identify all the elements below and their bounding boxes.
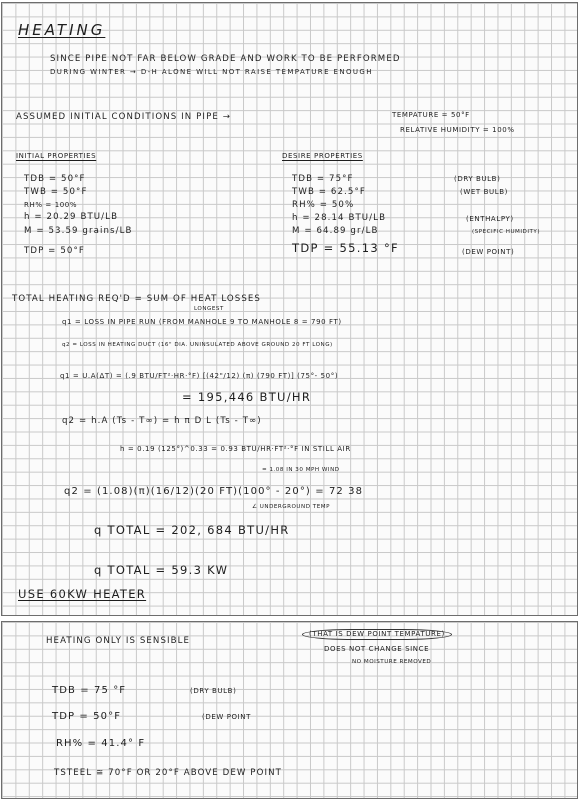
q-total-kw: q TOTAL = 59.3 KW [94, 563, 229, 577]
note-enthalpy: (ENTHALPY) [466, 215, 514, 223]
assumed-humidity: RELATIVE HUMIDITY = 100% [400, 126, 515, 134]
assumed-conditions-label: ASSUMED INITIAL CONDITIONS IN PIPE → [16, 112, 232, 122]
initial-enthalpy: h = 20.29 BTU/LB [24, 212, 119, 222]
dew-point-note-bubble: (THAT IS DEW POINT TEMPATURE) [302, 629, 452, 640]
note-wet-bulb: (WET BULB) [460, 188, 508, 196]
desire-wet-bulb: TWB = 62.5°F [292, 187, 366, 197]
desire-relative-humidity: RH% = 50% [292, 200, 355, 210]
assumed-temperature: TEMPATURE = 50°F [392, 111, 470, 119]
dew-point-note-line-2: DOES NOT CHANGE SINCE [324, 645, 430, 653]
dew-point-note-line-3: NO MOISTURE REMOVED [352, 659, 432, 665]
q2-definition: q2 = LOSS IN HEATING DUCT (16" DIA. UNINSULATED ABOVE GROUND 20 FT LONG) [62, 342, 333, 348]
calc-sheet-sensible-heating [1, 621, 578, 799]
final-dry-bulb: TDB = 75 °F [52, 685, 127, 696]
q1-definition: q1 = LOSS IN PIPE RUN (FROM MANHOLE 9 TO MANHOLE 8 = 790 FT) [62, 318, 342, 326]
initial-properties-heading: INITIAL PROPERTIES [16, 152, 97, 160]
initial-wet-bulb: TWB = 50°F [24, 187, 88, 197]
intro-line-1: SINCE PIPE NOT FAR BELOW GRADE AND WORK TO BE PERFORMED [50, 54, 401, 64]
q1-result: = 195,446 BTU/HR [182, 390, 312, 404]
note-dew-point: (DEW POINT) [462, 248, 515, 256]
h-wind-value: = 1.08 IN 30 MPH WIND [262, 467, 340, 473]
steel-temperature: TSTEEL ≅ 70°F OR 20°F ABOVE DEW POINT [54, 768, 282, 778]
desire-dry-bulb: TDB = 75°F [292, 174, 354, 184]
desire-enthalpy: h = 28.14 BTU/LB [292, 213, 387, 223]
calc-sheet-heating [1, 2, 578, 616]
sensible-heating-line: HEATING ONLY IS SENSIBLE [46, 636, 191, 646]
final-dew-point: TDP = 50°F [52, 711, 122, 722]
desire-dew-point: TDP = 55.13 °F [292, 241, 399, 255]
initial-relative-humidity: RH% = 100% [24, 201, 78, 209]
initial-dew-point: TDP = 50°F [24, 246, 85, 256]
final-relative-humidity: RH% = 41.4° F [56, 738, 146, 749]
h-coefficient-equation: h = 0.19 (125°)^0.33 = 0.93 BTU/HR·FT²·°F IN STILL AIR [120, 445, 351, 453]
intro-line-2: DURING WINTER → D-H ALONE WILL NOT RAISE TEMPATURE ENOUGH [50, 68, 373, 76]
initial-specific-humidity: M = 53.59 grains/LB [24, 226, 133, 236]
initial-dry-bulb: TDB = 50°F [24, 174, 86, 184]
desire-properties-heading: DESIRE PROPERTIES [282, 152, 363, 160]
desire-specific-humidity: M = 64.89 gr/LB [292, 226, 379, 236]
final-dew-point-note: (DEW POINT [202, 713, 251, 721]
q2-equation: q2 = h.A (Ts - T∞) = h π D L (Ts - T∞) [62, 416, 262, 426]
page-title: HEATING [18, 21, 106, 39]
q1-equation: q1 = U.A(ΔT) = (.9 BTU/FT²·HR·°F) [(42"/12) (π) (790 FT)] (75°- 50°) [60, 372, 339, 380]
total-heating-required: TOTAL HEATING REQ'D = SUM OF HEAT LOSSES [12, 294, 261, 304]
note-dry-bulb: (DRY BULB) [454, 175, 501, 183]
underground-temp-note: ∠ UNDERGROUND TEMP [252, 504, 330, 510]
note-specific-humidity: (SPECIFIC HUMIDITY) [472, 229, 540, 235]
final-dry-bulb-note: (DRY BULB) [190, 687, 237, 695]
q-total-btu: q TOTAL = 202, 684 BTU/HR [94, 523, 290, 537]
heater-selection: USE 60KW HEATER [18, 587, 147, 601]
longest-note: LONGEST [194, 306, 224, 312]
q2-calculation: q2 = (1.08)(π)(16/12)(20 FT)(100° - 20°) = 72 38 [64, 486, 364, 497]
